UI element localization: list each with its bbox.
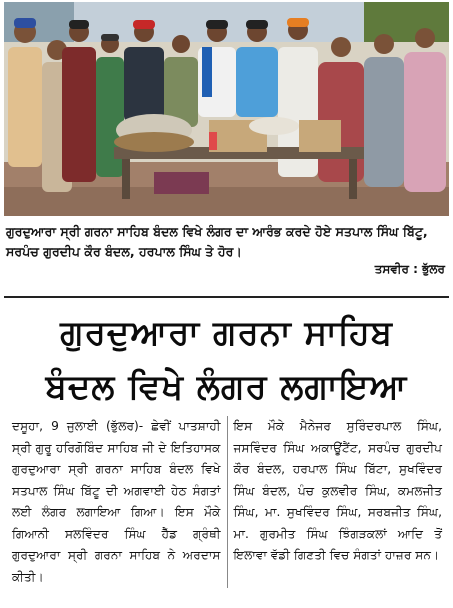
photo-credit: ਤਸਵੀਰ : ਭੁੱਲਰ — [374, 262, 445, 276]
article-paragraph-2: ਇਸ ਮੌਕੇ ਮੈਨੇਜਰ ਸੁਰਿੰਦਰਪਾਲ ਸਿੰਘ, ਜਸਵਿੰਦਰ ਸਿੰਘ ਅਕਾਊਂਟੈਂਟ, ਸਰਪੰਚ ਗੁਰਦੀਪ ਕੌਰ ਬੰਦਲ, ਹਰਪਾਲ ਸਿੰਘ ਬਿੱਟਾ, ਸੁਖਵਿੰਦਰ ਸਿੰਘ ਬੰਦਲ, ਪੰਚ ਕੁਲਵੀਰ ਸਿੰਘ, ਕਮਲਜੀਤ ਸਿੰਘ, ਮਾ. ਸੁਖਵਿੰਦਰ ਸਿੰਘ, ਸਰਬਜੀਤ ਸਿੰਘ, ਮਾ. ਗੁਰਮੀਤ ਸਿੰਘ ਝਿੰਗੜਕਲਾਂ ਆਦਿ ਤੋਂ ਇਲਾਵਾ ਵੱਡੀ ਗਿਣਤੀ ਵਿਚ ਸੰਗਤਾਂ ਹਾਜ਼ਰ ਸਨ। — [233, 419, 442, 562]
news-photo — [4, 2, 449, 216]
divider-top — [4, 296, 449, 298]
photo-caption: ਗੁਰਦੁਆਰਾ ਸ੍ਰੀ ਗਰਨਾ ਸਾਹਿਬ ਬੰਦਲ ਵਿਖੇ ਲੰਗਰ ਦਾ ਆਰੰਭ ਕਰਦੇ ਹੋਏ ਸਤਪਾਲ ਸਿੰਘ ਬਿੱਟੂ, ਸਰਪੰਚ ਗੁਰਦੀਪ ਕੌਰ ਬੰਦਲ, ਹਰਪਾਲ ਸਿੰਘ ਤੇ ਹੋਰ। — [6, 224, 428, 259]
article-headline — [0, 306, 453, 414]
article-body — [6, 416, 448, 588]
article-paragraph-1: ਦਸੂਹਾ, 9 ਜੁਲਾਈ (ਭੁੱਲਰ)- ਛੇਵੀਂ ਪਾਤਸ਼ਾਹੀ ਸ੍ਰੀ ਗੁਰੂ ਹਰਿਗੋਬਿੰਦ ਸਾਹਿਬ ਜੀ ਦੇ ਇਤਿਹਾਸਕ ਗੁਰਦੁਆਰਾ ਸ੍ਰੀ ਗਰਨਾ ਸਾਹਿਬ ਬੰਦਲ ਵਿਖੇ ਸਤਪਾਲ ਸਿੰਘ ਬਿੱਟੂ ਦੀ ਅਗਵਾਈ ਹੇਠ ਸੰਗਤਾਂ ਲਈ ਲੰਗਰ ਲਗਾਇਆ ਗਿਆ। ਇਸ ਮੌਕੇ ਗਿਆਨੀ ਸਲਵਿੰਦਰ ਸਿੰਘ ਹੈੱਡ ਗ੍ਰੰਥੀ ਗੁਰਦੁਆਰਾ ਸ੍ਰੀ ਗਰਨਾ ਸਾਹਿਬ ਨੇ ਅਰਦਾਸ ਕੀਤੀ। — [12, 419, 221, 584]
article-column-1 — [6, 416, 227, 588]
article-column-2 — [227, 416, 449, 588]
headline-line-2: ਬੰਦਲ ਵਿਖੇ ਲੰਗਰ ਲਗਾਇਆ — [45, 367, 408, 407]
langar-group-photo — [4, 2, 449, 216]
headline-line-1: ਗੁਰਦੁਆਰਾ ਗਰਨਾ ਸਾਹਿਬ — [60, 313, 393, 353]
